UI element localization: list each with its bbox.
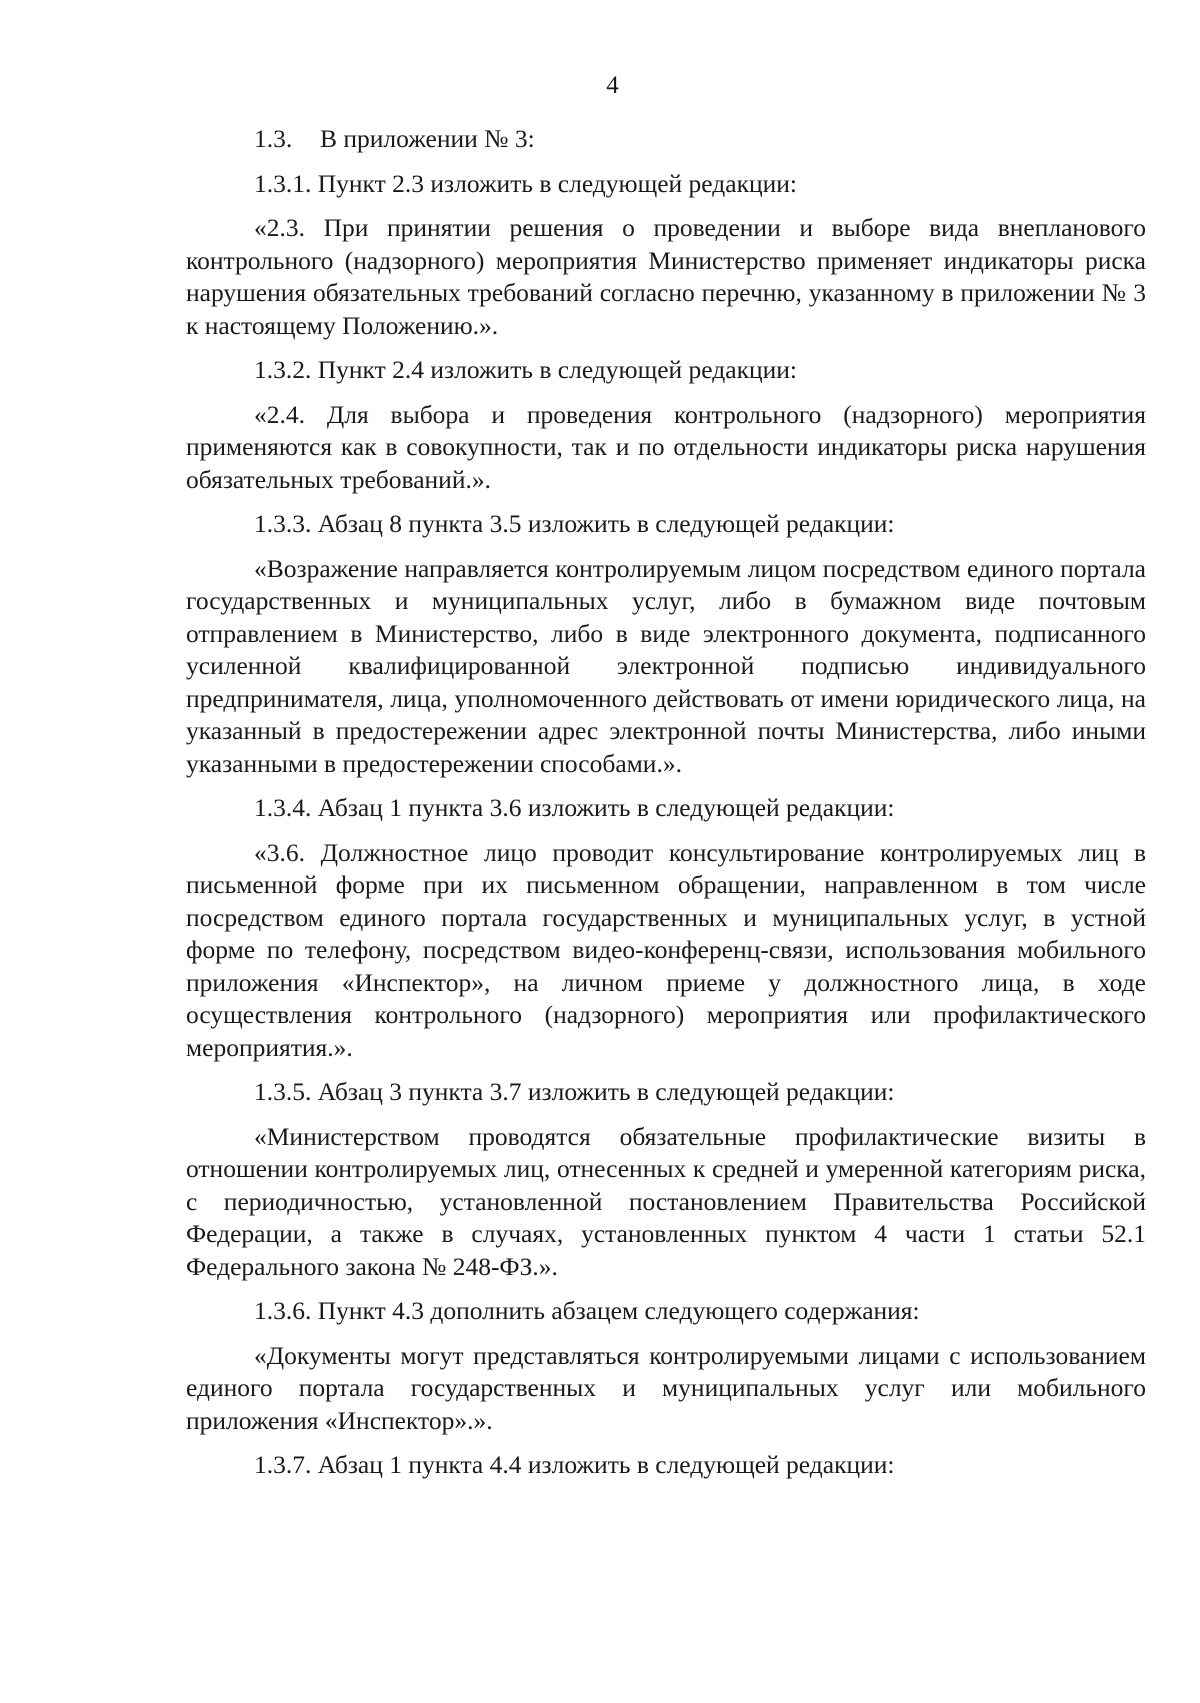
section-heading [186,123,1146,156]
section-title: В приложении № 3: [320,124,535,153]
amendment-instruction: 1.3.2. Пункт 2.4 изложить в следующей редакции: [254,355,797,384]
amendment-text: «3.6. Должностное лицо проводит консультирование контролируемых лиц в письменной форме при их письменном обращении, направленном в том числе посредством единого портала государственных и муниципальных услуг, в устной форме по телефону, посредством видео-конференц-связи, использования мобильного приложения «Инспектор», на личном приеме у должностного лица, в ходе осуществления контрольного (надзорного) мероприятия или профилактического мероприятия.». [186,837,1146,1062]
amendment-text: «Возражение направляется контролируемым лицом посредством единого портала государственных и муниципальных услуг, либо в бумажном виде почтовым отправлением в Министерство, либо в виде электронного документа, подписанного усиленной квалифицированной электронной подписью индивидуального предпринимателя, лица, уполномоченного действовать от имени юридического лица, на указанный в предостережении адрес электронной почты Министерства, либо иными указанными в предостережении способами.». [186,553,1146,778]
document-body [186,123,1146,1494]
section-number: 1.3. [254,124,293,153]
amendment-text: «Документы могут представляться контролируемыми лицами с использованием единого портала государственных и муниципальных услуг или мобильного приложения «Инспектор».». [186,1340,1146,1435]
amendment-instruction: 1.3.6. Пункт 4.3 дополнить абзацем следующего содержания: [254,1296,920,1325]
amendment-instruction: 1.3.1. Пункт 2.3 изложить в следующей редакции: [254,168,797,198]
amendment-instruction: 1.3.3. Абзац 8 пункта 3.5 изложить в следующей редакции: [254,509,895,538]
page-number: 4 [606,72,619,99]
amendment-text: «Министерством проводятся обязательные профилактические визиты в отношении контролируемых лиц, отнесенных к средней и умеренной категориям риска, с периодичностью, установленной постановлением Правительства Российской Федерации, а также в случаях, установленных пунктом 4 части 1 статьи 52.1 Федерального закона № 248-ФЗ.». [186,1121,1146,1281]
amendment-instruction: 1.3.7. Абзац 1 пункта 4.4 изложить в следующей редакции: [254,1450,895,1479]
amendment-text: «2.4. Для выбора и проведения контрольного (надзорного) мероприятия применяются как в совокупности, так и по отдельности индикаторы риска нарушения обязательных требований.». [186,399,1146,494]
amendment-instruction: 1.3.5. Абзац 3 пункта 3.7 изложить в следующей редакции: [254,1077,895,1106]
amendment-text: «2.3. При принятии решения о проведении и выборе вида внепланового контрольного (надзорного) мероприятия Министерство применяет индикаторы риска нарушения обязательных требований согласно перечню, указанному в приложении № 3 к настоящему Положению.». [186,213,1146,340]
amendment-instruction: 1.3.4. Абзац 1 пункта 3.6 изложить в следующей редакции: [254,793,895,822]
